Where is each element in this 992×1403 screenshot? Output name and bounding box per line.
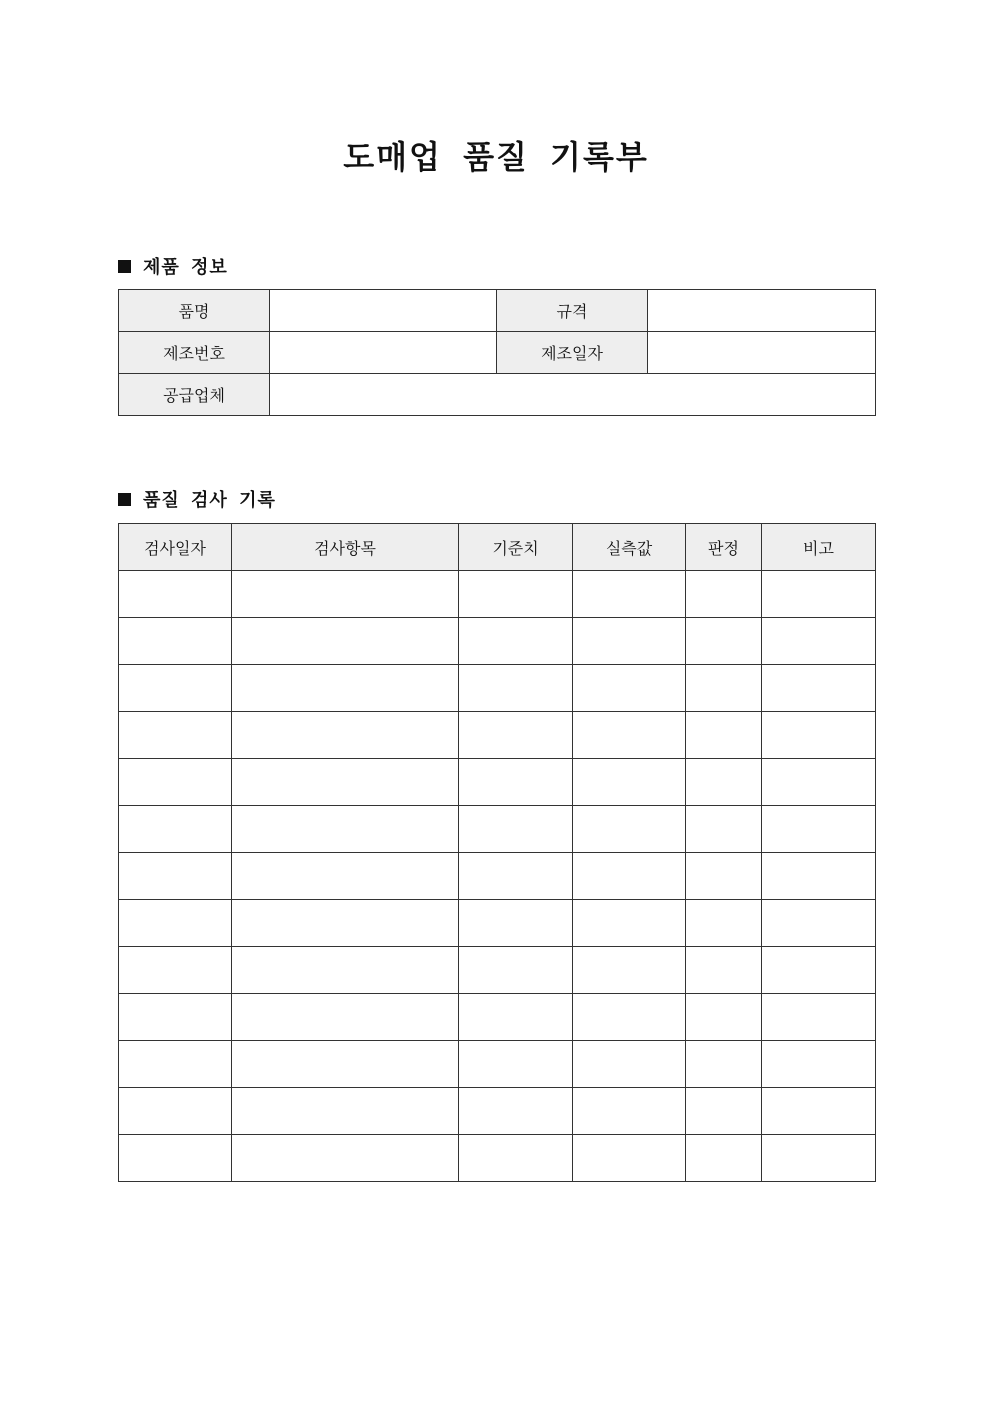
inspection-item-cell[interactable] [232, 900, 459, 947]
inspection-date-cell[interactable] [119, 712, 232, 759]
remarks-cell[interactable] [762, 994, 876, 1041]
lot-number-field[interactable] [270, 332, 497, 374]
square-bullet-icon [118, 493, 131, 506]
lot-number-label: 제조번호 [119, 332, 270, 374]
standard-value-cell[interactable] [459, 806, 573, 853]
column-header-judgment: 판정 [686, 524, 762, 571]
column-header-measured: 실측값 [573, 524, 686, 571]
measured-value-cell[interactable] [573, 1135, 686, 1182]
table-row [119, 665, 876, 712]
table-row [119, 618, 876, 665]
inspection-item-cell[interactable] [232, 947, 459, 994]
standard-value-cell[interactable] [459, 618, 573, 665]
measured-value-cell[interactable] [573, 571, 686, 618]
remarks-cell[interactable] [762, 947, 876, 994]
inspection-record-table [118, 523, 876, 1182]
judgment-cell[interactable] [686, 947, 762, 994]
square-bullet-icon [118, 260, 131, 273]
measured-value-cell[interactable] [573, 947, 686, 994]
supplier-label: 공급업체 [119, 374, 270, 416]
standard-value-cell[interactable] [459, 712, 573, 759]
inspection-record-heading [118, 486, 276, 512]
table-row [119, 900, 876, 947]
measured-value-cell[interactable] [573, 853, 686, 900]
judgment-cell[interactable] [686, 759, 762, 806]
inspection-date-cell[interactable] [119, 1041, 232, 1088]
measured-value-cell[interactable] [573, 759, 686, 806]
standard-value-cell[interactable] [459, 947, 573, 994]
measured-value-cell[interactable] [573, 1041, 686, 1088]
table-row [119, 374, 876, 416]
table-row [119, 759, 876, 806]
judgment-cell[interactable] [686, 806, 762, 853]
table-row [119, 853, 876, 900]
table-row [119, 332, 876, 374]
measured-value-cell[interactable] [573, 665, 686, 712]
name-label: 품명 [119, 290, 270, 332]
remarks-cell[interactable] [762, 1088, 876, 1135]
standard-value-cell[interactable] [459, 853, 573, 900]
inspection-date-cell[interactable] [119, 853, 232, 900]
judgment-cell[interactable] [686, 1041, 762, 1088]
measured-value-cell[interactable] [573, 1088, 686, 1135]
inspection-item-cell[interactable] [232, 618, 459, 665]
inspection-date-cell[interactable] [119, 947, 232, 994]
inspection-date-cell[interactable] [119, 1088, 232, 1135]
judgment-cell[interactable] [686, 994, 762, 1041]
standard-value-cell[interactable] [459, 1041, 573, 1088]
product-info-heading-text: 제품 정보 [143, 257, 228, 278]
table-row [119, 994, 876, 1041]
measured-value-cell[interactable] [573, 900, 686, 947]
column-header-standard: 기준치 [459, 524, 573, 571]
inspection-item-cell[interactable] [232, 1041, 459, 1088]
inspection-item-cell[interactable] [232, 994, 459, 1041]
product-info-heading [118, 253, 228, 279]
judgment-cell[interactable] [686, 618, 762, 665]
remarks-cell[interactable] [762, 618, 876, 665]
measured-value-cell[interactable] [573, 994, 686, 1041]
judgment-cell[interactable] [686, 712, 762, 759]
remarks-cell[interactable] [762, 759, 876, 806]
inspection-record-heading-text: 품질 검사 기록 [143, 490, 276, 511]
inspection-item-cell[interactable] [232, 712, 459, 759]
inspection-item-cell[interactable] [232, 853, 459, 900]
remarks-cell[interactable] [762, 900, 876, 947]
table-row [119, 947, 876, 994]
measured-value-cell[interactable] [573, 712, 686, 759]
inspection-table-body [119, 571, 876, 1182]
remarks-cell[interactable] [762, 571, 876, 618]
standard-value-cell[interactable] [459, 994, 573, 1041]
remarks-cell[interactable] [762, 853, 876, 900]
mfg-date-field[interactable] [648, 332, 876, 374]
inspection-date-cell[interactable] [119, 759, 232, 806]
measured-value-cell[interactable] [573, 618, 686, 665]
mfg-date-label: 제조일자 [497, 332, 648, 374]
table-row [119, 290, 876, 332]
judgment-cell[interactable] [686, 900, 762, 947]
judgment-cell[interactable] [686, 1088, 762, 1135]
table-row [119, 571, 876, 618]
column-header-inspection-date: 검사일자 [119, 524, 232, 571]
inspection-date-cell[interactable] [119, 1135, 232, 1182]
spec-label: 규격 [497, 290, 648, 332]
table-row [119, 712, 876, 759]
table-row [119, 1088, 876, 1135]
inspection-date-cell[interactable] [119, 665, 232, 712]
standard-value-cell[interactable] [459, 665, 573, 712]
document-title: 도매업 품질 기록부 [343, 138, 649, 176]
remarks-cell[interactable] [762, 806, 876, 853]
judgment-cell[interactable] [686, 571, 762, 618]
supplier-field[interactable] [270, 374, 876, 416]
inspection-date-cell[interactable] [119, 806, 232, 853]
standard-value-cell[interactable] [459, 1088, 573, 1135]
judgment-cell[interactable] [686, 1135, 762, 1182]
inspection-item-cell[interactable] [232, 665, 459, 712]
standard-value-cell[interactable] [459, 1135, 573, 1182]
standard-value-cell[interactable] [459, 900, 573, 947]
column-header-inspection-item: 검사항목 [232, 524, 459, 571]
table-header-row [119, 524, 876, 571]
inspection-item-cell[interactable] [232, 759, 459, 806]
name-field[interactable] [270, 290, 497, 332]
remarks-cell[interactable] [762, 1135, 876, 1182]
inspection-item-cell[interactable] [232, 1088, 459, 1135]
spec-field[interactable] [648, 290, 876, 332]
table-row [119, 1041, 876, 1088]
inspection-date-cell[interactable] [119, 618, 232, 665]
product-info-table [118, 289, 876, 416]
inspection-item-cell[interactable] [232, 1135, 459, 1182]
remarks-cell[interactable] [762, 665, 876, 712]
inspection-item-cell[interactable] [232, 571, 459, 618]
inspection-date-cell[interactable] [119, 994, 232, 1041]
inspection-date-cell[interactable] [119, 900, 232, 947]
standard-value-cell[interactable] [459, 759, 573, 806]
column-header-remarks: 비고 [762, 524, 876, 571]
table-row [119, 806, 876, 853]
inspection-date-cell[interactable] [119, 571, 232, 618]
table-row [119, 1135, 876, 1182]
standard-value-cell[interactable] [459, 571, 573, 618]
measured-value-cell[interactable] [573, 806, 686, 853]
remarks-cell[interactable] [762, 712, 876, 759]
inspection-item-cell[interactable] [232, 806, 459, 853]
judgment-cell[interactable] [686, 853, 762, 900]
judgment-cell[interactable] [686, 665, 762, 712]
remarks-cell[interactable] [762, 1041, 876, 1088]
